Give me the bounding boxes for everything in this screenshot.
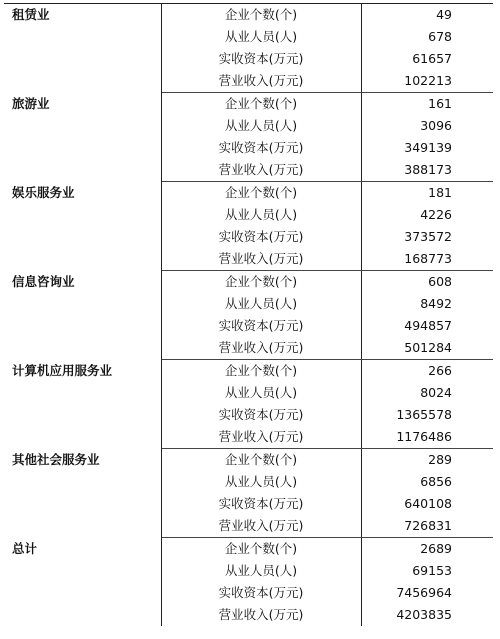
- value-cell: 49: [436, 7, 452, 22]
- table-row: [4, 449, 493, 472]
- category-cell: 总计: [4, 538, 161, 627]
- indicator-cell: 实收资本(万元): [161, 226, 361, 248]
- value-cell: 168773: [361, 248, 493, 271]
- indicator-cell: 营业收入(万元): [161, 337, 361, 360]
- value-cell: 289: [428, 452, 452, 467]
- value-cell: 8492: [420, 296, 452, 311]
- indicator-cell: 营业收入(万元): [161, 159, 361, 182]
- value-cell: 1365578: [396, 407, 452, 422]
- table-row: [4, 4, 493, 27]
- table-row: [4, 271, 493, 294]
- value-cell: 349139: [404, 140, 452, 155]
- indicator-cell: 企业个数(个): [161, 449, 361, 472]
- value-cell: 161: [428, 96, 452, 111]
- value-cell: 3096: [420, 118, 452, 133]
- value-cell: 608: [428, 274, 452, 289]
- indicator-cell: 实收资本(万元): [161, 582, 361, 604]
- indicator-cell: 营业收入(万元): [161, 248, 361, 271]
- value-cell: 388173: [361, 159, 493, 182]
- value-cell: 640108: [404, 496, 452, 511]
- indicator-cell: 从业人员(人): [161, 293, 361, 315]
- table-row: [4, 93, 493, 116]
- indicator-cell: 从业人员(人): [161, 382, 361, 404]
- table-body: [4, 4, 493, 627]
- indicator-cell: 企业个数(个): [161, 360, 361, 383]
- table-row: [4, 360, 493, 383]
- indicator-cell: 企业个数(个): [161, 182, 361, 205]
- value-cell: 4203835: [396, 607, 452, 622]
- value-cell: 4226: [420, 207, 452, 222]
- category-cell: 信息咨询业: [4, 271, 161, 360]
- indicator-cell: 从业人员(人): [161, 115, 361, 137]
- indicator-cell: 企业个数(个): [161, 93, 361, 116]
- indicator-cell: 营业收入(万元): [161, 426, 361, 449]
- indicator-cell: 企业个数(个): [161, 538, 361, 561]
- value-cell: 61657: [412, 51, 452, 66]
- table-row: [4, 182, 493, 205]
- indicator-cell: 从业人员(人): [161, 204, 361, 226]
- indicator-cell: 从业人员(人): [161, 560, 361, 582]
- indicator-cell: 营业收入(万元): [161, 70, 361, 93]
- indicator-cell: 从业人员(人): [161, 26, 361, 48]
- indicator-cell: 从业人员(人): [161, 471, 361, 493]
- category-cell: 租赁业: [4, 4, 161, 93]
- value-cell: 7456964: [396, 585, 452, 600]
- value-cell: 1176486: [361, 426, 493, 449]
- category-cell: 旅游业: [4, 93, 161, 182]
- category-cell: 其他社会服务业: [4, 449, 161, 538]
- indicator-cell: 实收资本(万元): [161, 48, 361, 70]
- indicator-cell: 实收资本(万元): [161, 493, 361, 515]
- statistics-table: [4, 3, 493, 626]
- indicator-cell: 营业收入(万元): [161, 604, 361, 626]
- indicator-cell: 实收资本(万元): [161, 404, 361, 426]
- value-cell: 501284: [361, 337, 493, 360]
- value-cell: 266: [428, 363, 452, 378]
- category-cell: 娱乐服务业: [4, 182, 161, 271]
- value-cell: 726831: [361, 515, 493, 538]
- value-cell: 678: [428, 29, 452, 44]
- value-cell: 373572: [404, 229, 452, 244]
- category-cell: 计算机应用服务业: [4, 360, 161, 449]
- indicator-cell: 企业个数(个): [161, 271, 361, 294]
- value-cell: 494857: [404, 318, 452, 333]
- indicator-cell: 营业收入(万元): [161, 515, 361, 538]
- value-cell: 2689: [420, 541, 452, 556]
- table-row: [4, 538, 493, 561]
- value-cell: 181: [428, 185, 452, 200]
- value-cell: 8024: [420, 385, 452, 400]
- value-cell: 69153: [412, 563, 452, 578]
- indicator-cell: 实收资本(万元): [161, 137, 361, 159]
- value-cell: 6856: [420, 474, 452, 489]
- value-cell: 102213: [361, 70, 493, 93]
- indicator-cell: 企业个数(个): [161, 4, 361, 27]
- indicator-cell: 实收资本(万元): [161, 315, 361, 337]
